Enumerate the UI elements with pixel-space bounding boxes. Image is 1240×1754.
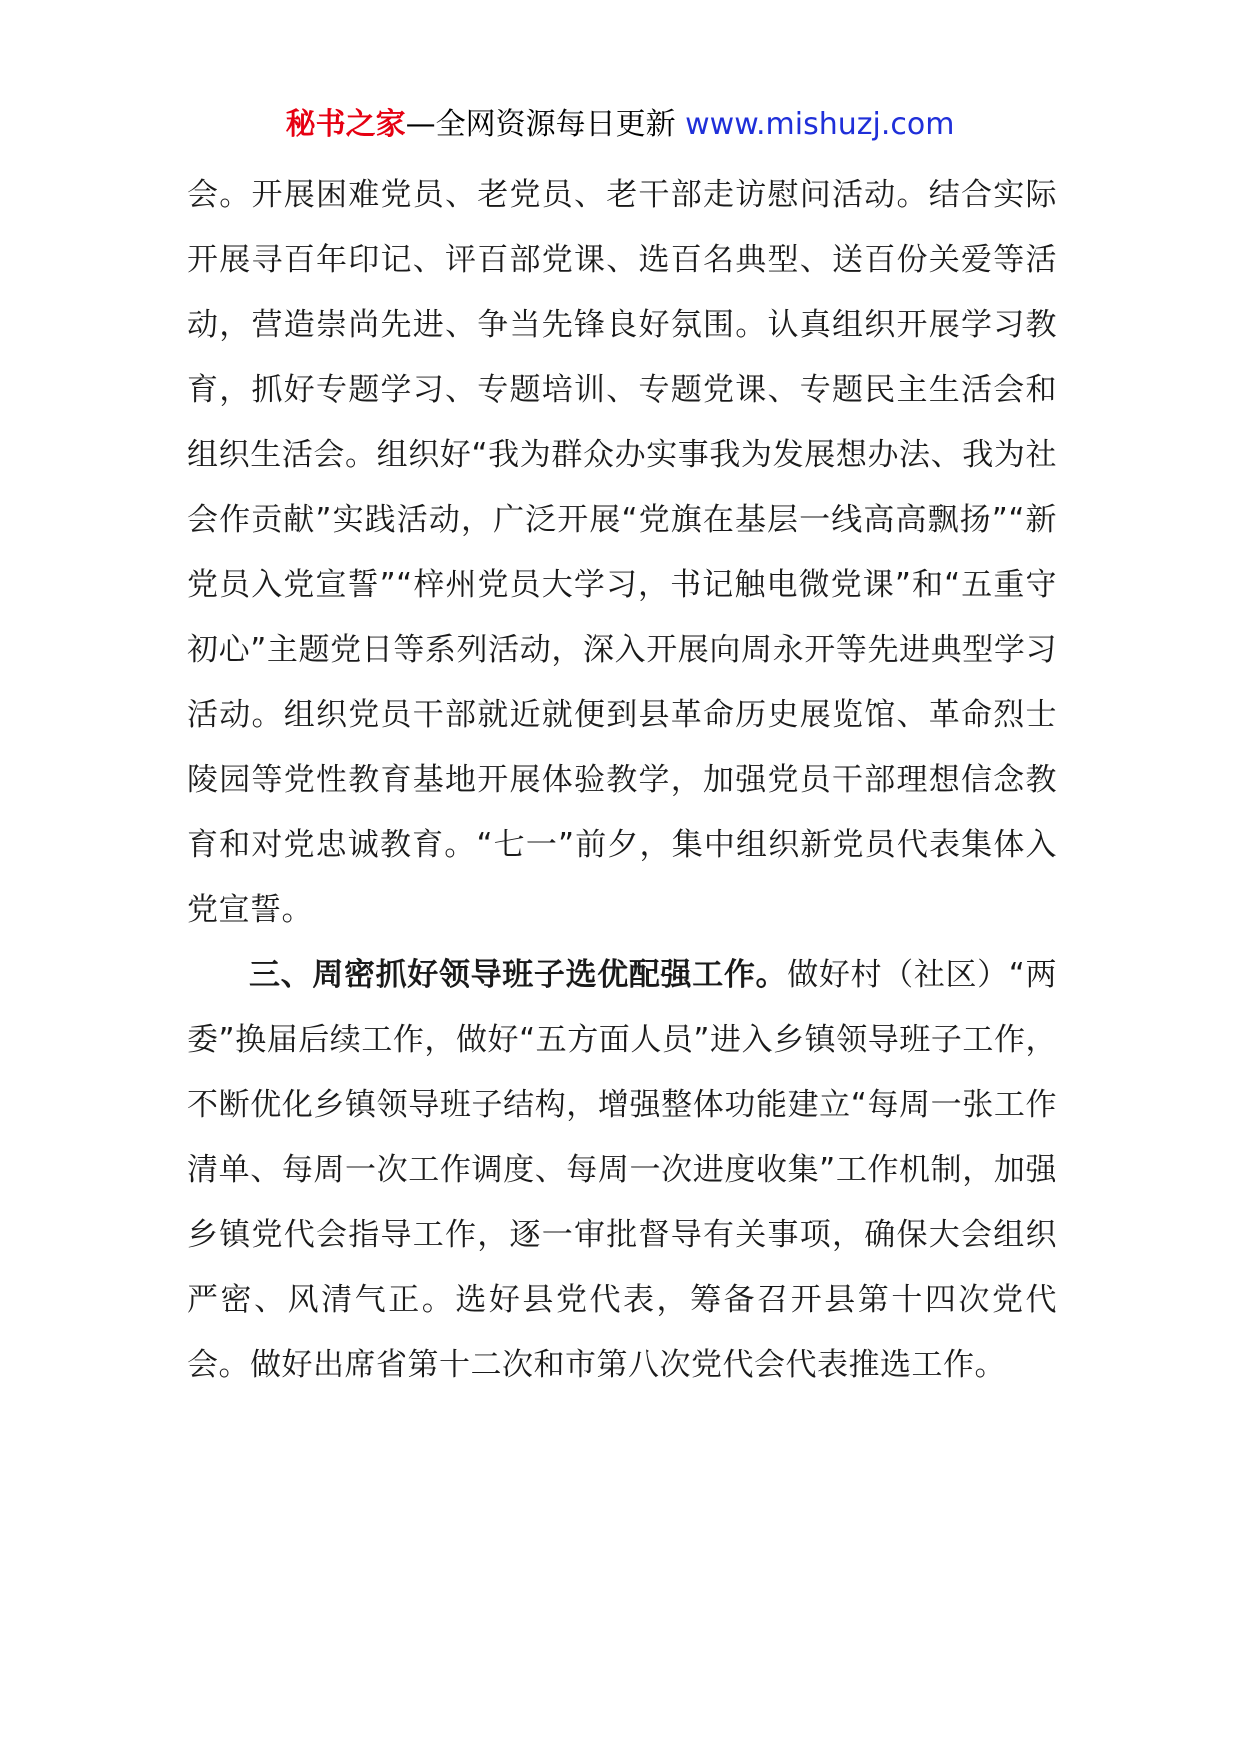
header-url[interactable]: www.mishuzj.com <box>685 107 955 142</box>
document-body <box>187 163 1057 1398</box>
paragraph-2-body: 做好村（社区）“两委”换届后续工作，做好“五方面人员”进入乡镇领导班子工作，不断优化乡镇领导班子结构，增强整体功能建立“每周一张工作清单、每周一次工作调度、每周一次进度收集”工作机制，加强乡镇党代会指导工作，逐一审批督导有关事项，确保大会组织严密、风清气正。选好县党代表，筹备召开县第十四次党代会。做好出席省第十二次和市第八次党代会代表推选工作。 <box>187 957 1058 1383</box>
brand-name: 秘书之家 <box>285 107 406 142</box>
paragraph-1: 会。开展困难党员、老党员、老干部走访慰问活动。结合实际开展寻百年印记、评百部党课、选百名典型、送百份关爱等活动，营造崇尚先进、争当先锋良好氛围。认真组织开展学习教育，抓好专题学习、专题培训、专题党课、专题民主生活会和组织生活会。组织好“我为群众办实事我为发展想办法、我为社会作贡献”实践活动，广泛开展“党旗在基层一线高高飘扬”“新党员入党宣誓”“梓州党员大学习，书记触电微党课”和“五重守初心”主题党日等系列活动，深入开展向周永开等先进典型学习活动。组织党员干部就近就便到县革命历史展览馆、革命烈士陵园等党性教育基地开展体验教学，加强党员干部理想信念教育和对党忠诚教育。“七一”前夕，集中组织新党员代表集体入党宣誓。 <box>187 177 1057 928</box>
header-tagline: —全网资源每日更新 <box>405 107 676 142</box>
paragraph-2 <box>187 943 1057 1398</box>
site-header <box>0 103 1240 147</box>
section-heading: 三、周密抓好领导班子选优配强工作。 <box>249 957 788 993</box>
